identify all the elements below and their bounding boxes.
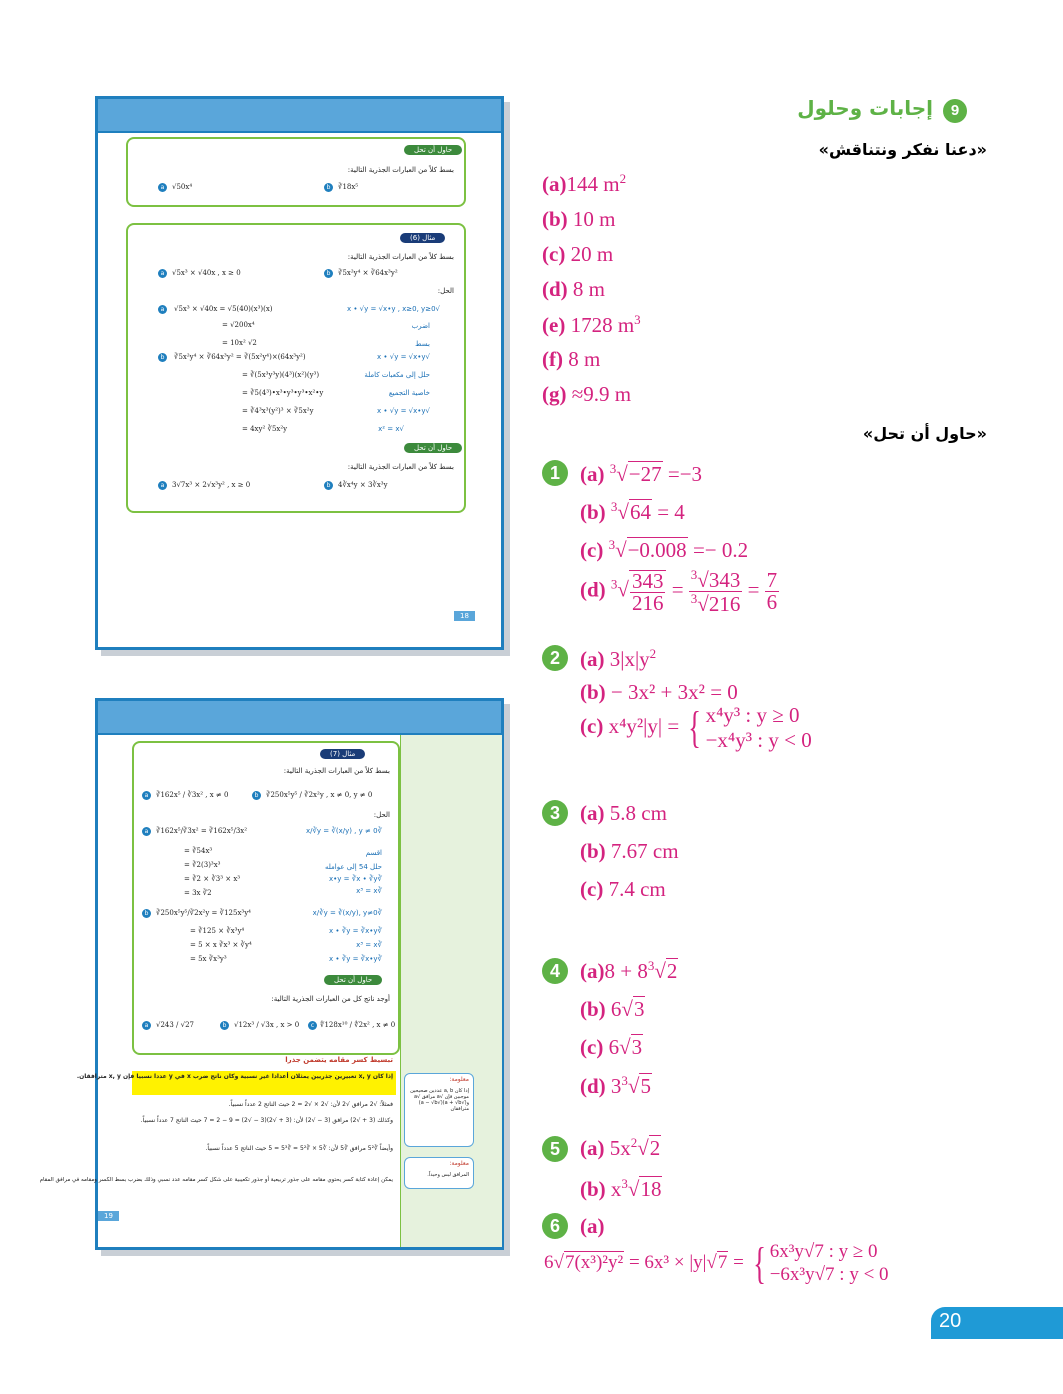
q6-a: 3√7x³ × 2√x³y² , x ≥ 0 bbox=[172, 481, 251, 489]
q7-c: ∜128x¹⁰ / ∜2x² , x ≠ 0 bbox=[320, 1021, 396, 1029]
bullet-a-icon: a bbox=[158, 481, 167, 490]
info2-title: معلومة: bbox=[449, 1160, 469, 1167]
bullet-a-icon: a bbox=[142, 1021, 151, 1030]
sol-line: = 3x ∛2 bbox=[184, 889, 212, 897]
section-header bbox=[797, 96, 967, 123]
note: حلل 54 إلى عوامله bbox=[324, 863, 382, 871]
q2-c: (c) x⁴y²|y| = { x⁴y³ : y ≥ 0 −x⁴y³ : y < 0 bbox=[580, 703, 812, 753]
bullet-b-icon: b bbox=[142, 909, 151, 918]
q7-text: أوجد ناتج كل من العبارات الجذرية التالية: bbox=[271, 995, 390, 1003]
note: ∛x • ∛y = ∛x•y bbox=[329, 955, 382, 963]
q6-a: 6√7(x³)²y² = 6x³ × |y|√7 = { 6x³y√7 : y ≥ 0 −6x³y√7 : y < 0 bbox=[544, 1238, 889, 1288]
note: ∛x/∛y = ∛(x/y), y≠0 bbox=[312, 909, 382, 917]
sol-line: = 4xy² ∛5x²y bbox=[242, 425, 288, 433]
bullet-a-icon: a bbox=[158, 183, 167, 192]
bullet-b-icon: b bbox=[324, 481, 333, 490]
answer-b: (b) 10 m bbox=[542, 207, 616, 231]
q1-d: (d) $^3$√ $\frac{343}{216}$ = $\frac{^3√343}{^3√216}$ = $\frac{7}{6}$ bbox=[580, 567, 778, 616]
info-text: إذا كان a, b عددين صحيحين موجبين فإن √a مرافق √a و(√a + √b)(√a − √b) مترافقان bbox=[410, 1088, 469, 1112]
example-text: بسط كلاً من العبارات الجذرية التالية: bbox=[283, 767, 390, 775]
try-pill: حاول أن تحل bbox=[404, 145, 462, 155]
sol-line: = ∛(5x³y³y)(4³)(x²)(y³) bbox=[242, 371, 320, 379]
note: خاصية التجميع bbox=[388, 389, 430, 397]
q5-a: √50x⁴ bbox=[172, 183, 193, 191]
question-number-5: 5 bbox=[542, 1136, 568, 1162]
question-number-2: 2 bbox=[542, 645, 568, 671]
q2-b: (b) − 3x² + 3x² = 0 bbox=[580, 680, 738, 704]
thumbnail-header-bar bbox=[98, 99, 501, 133]
example-b: ∛5x²y⁴ × ∛64x³y² bbox=[338, 269, 398, 277]
bullet-b-icon: b bbox=[252, 791, 261, 800]
q3-a: (a) 5.8 cm bbox=[580, 801, 667, 825]
question-number-4: 4 bbox=[542, 958, 568, 984]
solution-label: الحل: bbox=[437, 287, 454, 295]
note: ∛x³ = x bbox=[356, 887, 382, 895]
bullet-a-icon: a bbox=[142, 791, 151, 800]
question-number-6: 6 bbox=[542, 1213, 568, 1239]
sol-line: √5x³ × √40x = √5(40)(x³)(x) bbox=[174, 305, 273, 313]
q4-a: $(a)8 + 8^3√2$ bbox=[580, 958, 678, 983]
sol-line: = ∛125 × ∛x³y⁴ bbox=[190, 927, 245, 935]
bullet-b-icon: b bbox=[158, 353, 167, 362]
sol-line: ∛162x⁵/∛3x² = ∛162x⁵/3x² bbox=[156, 827, 248, 835]
note: اضرب bbox=[411, 322, 430, 330]
bullet-a-icon: a bbox=[142, 827, 151, 836]
q2-a: (a) $3|x|y^2$ bbox=[580, 646, 657, 671]
example-line: فمثلاً: √2 مرافق √2 لأن: √2 × √2 = 2 حيث الناتج 2 عدداً نسبياً. bbox=[228, 1101, 393, 1108]
bullet-c-icon: c bbox=[308, 1021, 317, 1030]
sol-line: = ∛4³x³(y²)³ × ∛5x²y bbox=[242, 407, 314, 415]
example-pill: مثال (7) bbox=[320, 749, 365, 759]
page-number: 20 bbox=[939, 1310, 962, 1332]
q4-c: (c) 6√3 bbox=[580, 1035, 643, 1059]
q6-text: بسط كلاً من العبارات الجذرية التالية: bbox=[347, 463, 454, 471]
example-7-box bbox=[132, 741, 400, 1055]
q3-c: (c) 7.4 cm bbox=[580, 877, 666, 901]
note: √x • √y = √x•y bbox=[377, 353, 430, 361]
try-pill: حاول أن تحل bbox=[324, 975, 382, 985]
sol-line: = ∛2 × ∛3³ × x³ bbox=[184, 875, 241, 883]
rational-title: تبسيط كسر مقامه يتضمن جذرا bbox=[285, 1056, 393, 1064]
q7-b: √12x³ / √3x , x > 0 bbox=[234, 1021, 300, 1029]
sol-line: = 5x ∛x³y³ bbox=[190, 955, 227, 963]
rational-def: إذا كان x, y تعبيرين جذريين يمثلان أعدادا غير نسبية وكان ناتج ضرب x في y عددا نسبيا فإن x, y مترافقان. bbox=[76, 1073, 393, 1080]
bullet-a-icon: a bbox=[158, 305, 167, 314]
example-b: ∛250x⁵y⁵ / ∛2x²y , x ≠ 0, y ≠ 0 bbox=[266, 791, 373, 799]
try-solve-heading: «حاول أن تحل» bbox=[862, 424, 987, 443]
q4-d: (d) $3^3√5$ bbox=[580, 1073, 651, 1098]
sol-line: ∛250x⁵y⁵/∛2x²y = ∛125x³y⁴ bbox=[156, 909, 251, 917]
example-6-box bbox=[126, 223, 466, 513]
question-number-1: 1 bbox=[542, 460, 568, 486]
q1-b: (b) $^3$√64 = 4 bbox=[580, 499, 685, 524]
think-discuss-heading: «دعنا نفكر ونتناقش» bbox=[818, 140, 987, 159]
bullet-b-icon: b bbox=[220, 1021, 229, 1030]
note: بسط bbox=[415, 340, 430, 348]
q4-b: (b) 6√3 bbox=[580, 997, 645, 1021]
example-line: وكذلك (3 + √2) مرافق (3 − √2) لأن: (3 + √2)(3 − √2) = 9 − 2 = 7 حيث الناتج 7 عدداً نسبياً. bbox=[140, 1117, 393, 1124]
answer-d: (d) 8 m bbox=[542, 277, 606, 301]
try-pill: حاول أن تحل bbox=[404, 443, 462, 453]
sol-line: = 10x² √2 bbox=[222, 339, 257, 347]
answer-f: (f) 8 m bbox=[542, 347, 601, 371]
q3-b: (b) 7.67 cm bbox=[580, 839, 679, 863]
bullet-b-icon: b bbox=[324, 183, 333, 192]
info-title: معلومة: bbox=[449, 1076, 469, 1083]
thumbnail-header-bar bbox=[98, 701, 501, 735]
answer-c: (c) 20 m bbox=[542, 242, 614, 266]
note: ∛x³ = x bbox=[356, 941, 382, 949]
note: √x² = x bbox=[378, 425, 404, 433]
q5-a: (a) $5x^2√2$ bbox=[580, 1135, 661, 1160]
section-title: إجابات وحلول bbox=[797, 96, 933, 120]
question-number-3: 3 bbox=[542, 800, 568, 826]
sol-line: = ∛5(4³)•x³•y³•y³•x²•y bbox=[242, 389, 324, 397]
q5-b: ∛18x⁵ bbox=[338, 183, 359, 191]
q6-a-label: (a) bbox=[580, 1214, 605, 1238]
note: ∛x•y = ∛x • ∛y bbox=[329, 875, 382, 883]
sol-line: = ∛54x³ bbox=[184, 847, 213, 855]
answer-g: (g) ≈9.9 m bbox=[542, 382, 632, 406]
sol-line: = ∛2(3)³x³ bbox=[184, 861, 221, 869]
page-number: 19 bbox=[98, 1211, 119, 1221]
q7-a: √243 / √27 bbox=[156, 1021, 194, 1029]
bullet-a-icon: a bbox=[158, 269, 167, 278]
example-pill: مثال (6) bbox=[400, 233, 445, 243]
answer-a: (a)144 $m^2$ bbox=[542, 171, 627, 196]
page-number: 18 bbox=[454, 611, 475, 621]
solution-label: الحل: bbox=[373, 811, 390, 819]
sol-line: = √200x⁴ bbox=[222, 321, 255, 329]
sol-line: ∛5x²y⁴ × ∛64x³y² = ∛(5x²y⁴)×(64x³y²) bbox=[174, 353, 306, 361]
q5-b: (b) $x^3√18$ bbox=[580, 1176, 662, 1201]
answer-e: (e) 1728 $m^3$ bbox=[542, 312, 641, 337]
section-number-badge: 9 bbox=[943, 99, 967, 123]
q5-text: بسط كلاً من العبارات الجذرية التالية: bbox=[347, 166, 454, 174]
sol-line: = 5 × x ∛x³ × ∛y⁴ bbox=[190, 941, 252, 949]
page-number-tab bbox=[931, 1307, 1063, 1339]
q1-c: (c) $^3$√−0.008 =− 0.2 bbox=[580, 537, 749, 562]
note: √x • √y = √x•y bbox=[377, 407, 430, 415]
note: حلل إلى مكعبات كاملة bbox=[364, 371, 430, 379]
note: ∛x/∛y = ∛(x/y) , y ≠ 0 bbox=[305, 827, 382, 835]
info2-text: المرافق ليس وحيداً. bbox=[427, 1172, 469, 1178]
info-box bbox=[404, 1073, 474, 1147]
example-line: وأيضاً ∛5² مرافق ∛5 لأن: ∛5 × ∛5² = ∛5³ = 5 حيث الناتج 5 عدداً نسبياً. bbox=[205, 1145, 393, 1152]
q6-b: 4∛x⁴y × 3∛x³y bbox=[338, 481, 388, 489]
page-thumbnail-19 bbox=[39, 698, 504, 1250]
note: √x • √y = √x•y , x≥0, y≥0 bbox=[346, 305, 440, 313]
example-a: √5x³ × √40x , x ≥ 0 bbox=[172, 269, 241, 277]
example-text: بسط كلاً من العبارات الجذرية التالية: bbox=[347, 253, 454, 261]
note: اقسم bbox=[365, 849, 382, 857]
page-thumbnail-18 bbox=[95, 96, 504, 650]
q1-a: (a) $^3$√−27 =−3 bbox=[580, 461, 703, 486]
try-box-5 bbox=[126, 137, 466, 207]
bullet-b-icon: b bbox=[324, 269, 333, 278]
note: ∛x • ∛y = ∛x•y bbox=[329, 927, 382, 935]
closing-text: يمكن إعادة كتابة كسر يحتوي مقامه على جذور تربيعية أو جذور تكعيبية على شكل كسر مقامه عدد نسبي وذلك بضرب بسط الكسر ومقامه في مرافق المقام bbox=[39, 1177, 393, 1183]
info-box-2 bbox=[404, 1157, 474, 1189]
example-a: ∛162x⁵ / ∛3x² , x ≠ 0 bbox=[156, 791, 229, 799]
